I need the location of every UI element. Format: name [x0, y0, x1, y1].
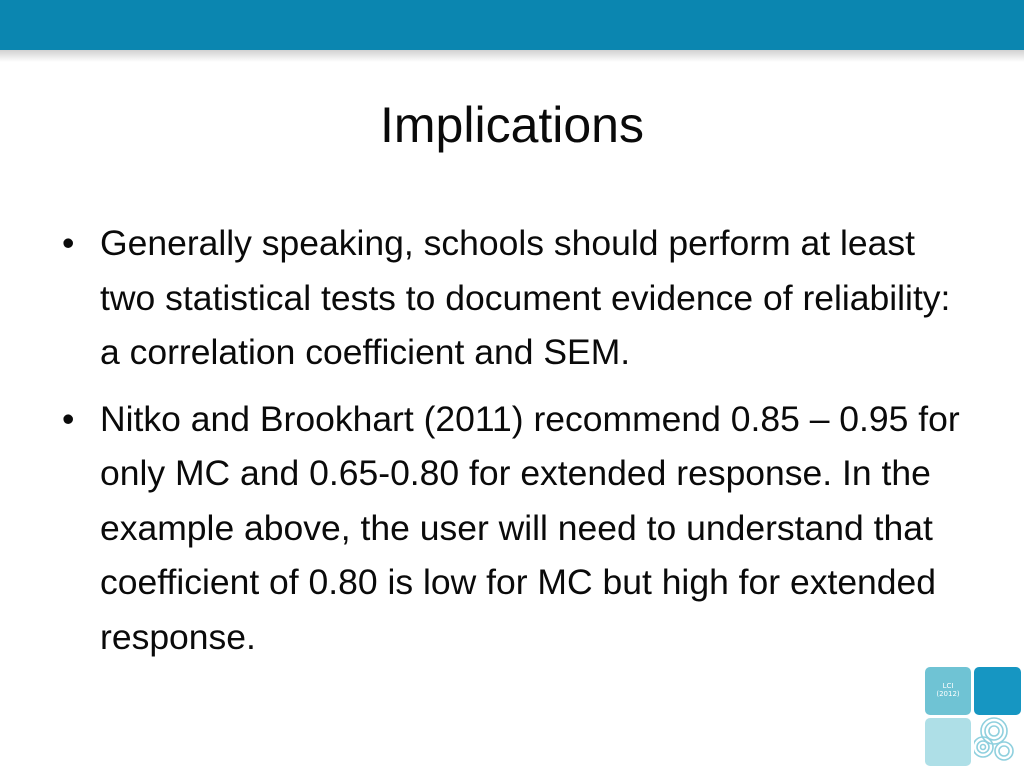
logo-text-line1: LCI [942, 682, 954, 690]
bullet-item [58, 216, 968, 380]
logo [922, 665, 1024, 768]
logo-tile-light [925, 718, 971, 766]
header-bar-shadow [0, 50, 1024, 62]
header-bar [0, 0, 1024, 50]
logo-tile-lci [925, 667, 971, 715]
bullet-text: Nitko and Brookhart (2011) recommend 0.85 – 0.95 for only MC and 0.65-0.80 for extended response. In the example above, the user will need to understand that coefficient of 0.80 is low for MC but high for extended response. [100, 398, 960, 657]
logo-text-line2: (2012) [936, 690, 960, 698]
bullet-icon: • [62, 223, 75, 263]
slide-title: Implications [380, 97, 644, 153]
concentric-circles-icon [974, 717, 1024, 767]
bullet-icon: • [62, 398, 75, 439]
logo-tile-blue [974, 667, 1021, 715]
bullet-text: Generally speaking, schools should perform at least two statistical tests to document evidence of reliability: a correlation coefficient and SEM. [100, 223, 951, 372]
bullet-list [58, 216, 968, 676]
bullet-item [58, 392, 968, 665]
